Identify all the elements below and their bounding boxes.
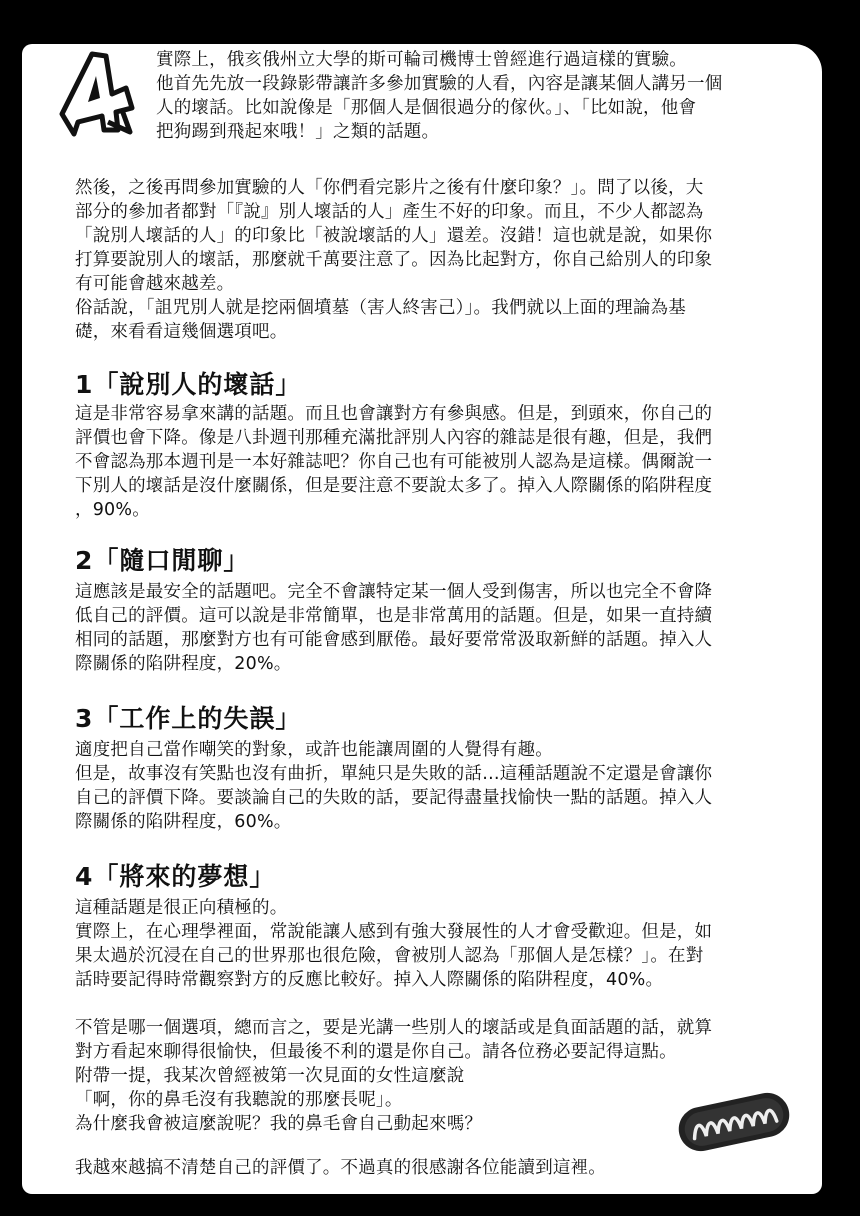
section-body-4 <box>75 896 810 992</box>
intro-text <box>156 48 806 144</box>
paragraph-line: 俗話說，「詛咒別人就是挖兩個墳墓（害人終害己）」。我們就以上面的理論為基 <box>75 298 686 318</box>
section-line: 但是，故事沒有笑點也沒有曲折，單純只是失敗的話…這種話題說不定還是會讓你 <box>75 764 713 784</box>
section-line: 果太過於沉浸在自己的世界那也很危險，會被別人認為「那個人是怎樣？」。在對 <box>75 946 704 966</box>
section-line: 不會認為那本週刊是一本好雜誌吧？你自己也有可能被別人認為是這樣。偶爾說一 <box>75 452 713 472</box>
closing-line: 不管是哪一個選項，總而言之，要是光講一些別人的壞話或是負面話題的話，就算 <box>75 1018 713 1038</box>
section-body-1 <box>75 402 810 522</box>
section-line: 實際上，在心理學裡面，常說能讓人感到有強大發展性的人才會受歡迎。但是，如 <box>75 922 713 942</box>
section-line: 這種話題是很正向積極的。 <box>75 898 288 918</box>
paragraph-line: 礎，來看看這幾個選項吧。 <box>75 322 288 342</box>
paragraph-line: 然後，之後再問參加實驗的人「你們看完影片之後有什麼印象？」。問了以後，大 <box>75 178 704 198</box>
section-line: ，90%。 <box>75 500 150 520</box>
intro-line: 實際上，俄亥俄州立大學的斯可輪司機博士曾經進行過這樣的實驗。 <box>156 50 687 70</box>
section-line: 這應該是最安全的話題吧。完全不會讓特定某一個人受到傷害，所以也完全不會降 <box>75 582 713 602</box>
section-line: 際關係的陷阱程度，60%。 <box>75 812 292 832</box>
section-title-4: 4「將來的夢想」 <box>75 862 276 891</box>
intro-line: 他首先先放一段錄影帶讓許多參加實驗的人看，內容是讓某個人講另一個 <box>156 74 723 94</box>
section-body-3 <box>75 738 810 834</box>
paragraph-line: 打算要說別人的壞話，那麼就千萬要注意了。因為比起對方，你自己給別人的印象 <box>75 250 713 270</box>
paragraph-two <box>75 176 810 344</box>
intro-line: 人的壞話。比如說像是「那個人是個很過分的傢伙。」、「比如說，他會 <box>156 98 697 118</box>
intro-line: 把狗踢到飛起來哦！」之類的話題。 <box>156 122 440 142</box>
mustache-icon <box>672 1086 797 1158</box>
section-line: 際關係的陷阱程度，20%。 <box>75 654 292 674</box>
closing-line: 為什麼我會被這麼說呢？我的鼻毛會自己動起來嗎？ <box>75 1114 483 1134</box>
closing-line: 對方看起來聊得很愉快，但最後不利的還是你自己。請各位務必要記得這點。 <box>75 1042 677 1062</box>
section-title-3: 3「工作上的失誤」 <box>75 704 302 733</box>
section-line: 這是非常容易拿來講的話題。而且也會讓對方有參與感。但是，到頭來，你自己的 <box>75 404 713 424</box>
paragraph-line: 有可能會越來越差。 <box>75 274 235 294</box>
closing-line: 「啊，你的鼻毛沒有我聽說的那麼長呢」。 <box>75 1090 403 1110</box>
paragraph-line: 「說別人壞話的人」的印象比「被說壞話的人」還差。沒錯！這也就是說，如果你 <box>75 226 713 246</box>
section-line: 相同的話題，那麼對方也有可能會感到厭倦。最好要常常汲取新鮮的話題。掉入人 <box>75 630 713 650</box>
section-line: 適度把自己當作嘲笑的對象，或許也能讓周圍的人覺得有趣。 <box>75 740 553 760</box>
closing-final: 我越來越搞不清楚自己的評價了。不過真的很感謝各位能讀到這裡。 <box>75 1158 606 1178</box>
section-line: 低自己的評價。這可以說是非常簡單，也是非常萬用的話題。但是，如果一直持續 <box>75 606 713 626</box>
section-line: 自己的評價下降。要談論自己的失敗的話，要記得盡量找愉快一點的話題。掉入人 <box>75 788 713 808</box>
closing-line: 附帶一提，我某次曾經被第一次見面的女性這麼說 <box>75 1066 465 1086</box>
section-body-2 <box>75 580 810 676</box>
section-title-1: 1「說別人的壞話」 <box>75 370 302 399</box>
section-line: 話時要記得時常觀察對方的反應比較好。掉入人際關係的陷阱程度，40%。 <box>75 970 664 990</box>
paragraph-line: 部分的參加者都對「『說』別人壞話的人」產生不好的印象。而且，不少人都認為 <box>75 202 704 222</box>
section-line: 評價也會下降。像是八卦週刊那種充滿批評別人內容的雜誌是很有趣，但是，我們 <box>75 428 713 448</box>
section-title-2: 2「隨口閒聊」 <box>75 546 250 575</box>
answer-a-icon <box>48 48 148 138</box>
section-line: 下別人的壞話是沒什麼關係，但是要注意不要說太多了。掉入人際關係的陷阱程度 <box>75 476 713 496</box>
